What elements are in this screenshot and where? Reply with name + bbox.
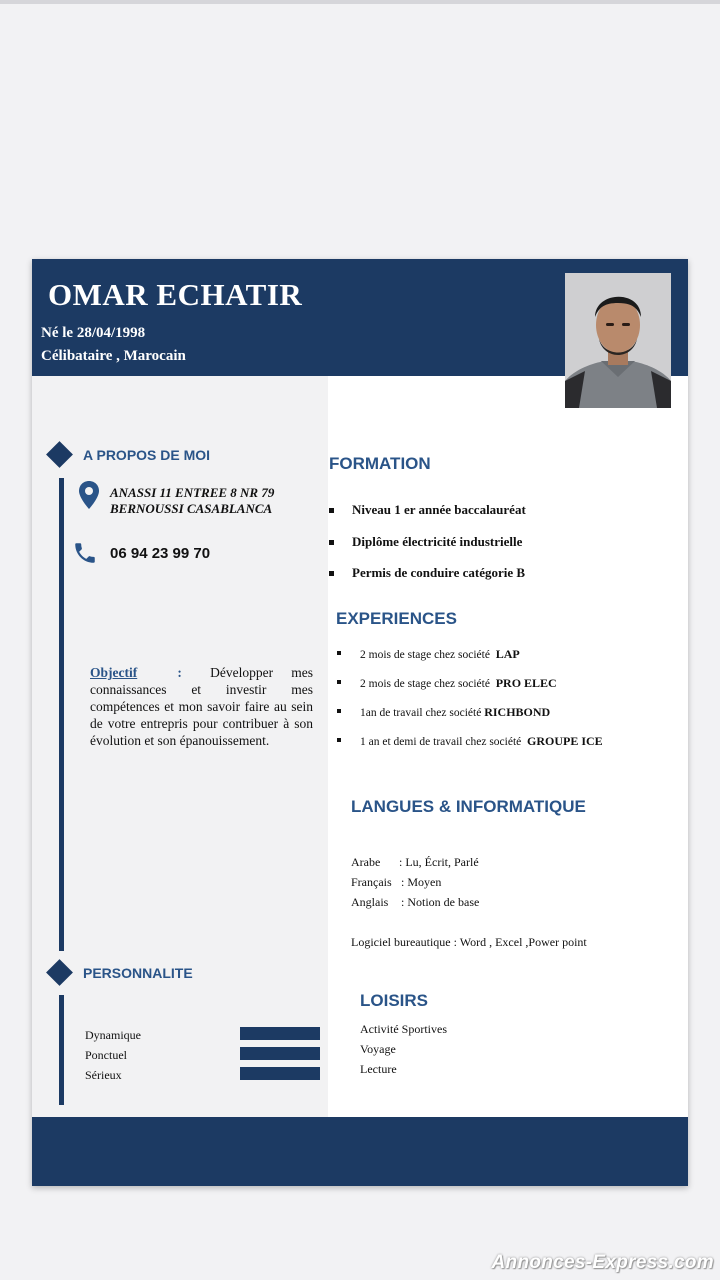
phone-number: 06 94 23 99 70 — [110, 545, 211, 562]
experience-item — [337, 734, 603, 763]
language-level: : Moyen — [401, 875, 442, 889]
experience-text: 2 mois de stage chez société — [360, 649, 490, 661]
experiences-title: EXPERIENCES — [336, 609, 457, 628]
language-name: Arabe — [351, 855, 381, 869]
hobby-item: Voyage — [360, 1042, 396, 1056]
formation-title: FORMATION — [329, 454, 431, 473]
address — [110, 485, 274, 517]
experience-company: PRO ELEC — [495, 676, 557, 690]
personality-title: PERSONNALITE — [83, 965, 193, 981]
address-line-2: BERNOUSSI CASABLANCA — [110, 501, 273, 516]
formation-item: Niveau 1 er année baccalauréat — [329, 502, 526, 534]
objective-text: Développer mes connaissances et investir mes compétences et mon savoir faire au sein de votre entrepris pour contribuer à son évolution et son épanouissement. — [90, 665, 314, 748]
formation-item: Diplôme électricité industrielle — [329, 534, 526, 566]
language-level: : Notion de base — [401, 895, 480, 909]
experience-company: GROUPE ICE — [527, 734, 603, 748]
trait-item: Sérieux — [85, 1068, 122, 1082]
experiences-list — [337, 647, 603, 763]
language-row — [351, 895, 479, 910]
software-skills: Logiciel bureautique : Word , Excel ,Power point — [351, 935, 587, 949]
languages-title: LANGUES & INFORMATIQUE — [351, 797, 586, 816]
trait-bar — [240, 1047, 320, 1060]
objective-separator: : — [177, 665, 182, 680]
phone-icon — [71, 540, 99, 566]
experience-item — [337, 647, 603, 676]
hobby-item: Lecture — [360, 1062, 397, 1076]
location-pin-icon — [78, 480, 100, 510]
trait-item: Dynamique — [85, 1028, 141, 1042]
trait-bar — [240, 1027, 320, 1040]
civil-status: Célibataire , Marocain — [41, 348, 186, 364]
birth-date: Né le 28/04/1998 — [41, 325, 146, 341]
trait-item: Ponctuel — [85, 1048, 127, 1062]
language-name: Anglais — [351, 895, 389, 909]
experience-company: LAP — [495, 647, 520, 661]
experience-company: RICHBOND — [484, 705, 551, 719]
hobbies-title: LOISIRS — [360, 991, 429, 1010]
watermark: Annonces-Express.com — [491, 1252, 714, 1273]
about-diamond-icon — [46, 441, 73, 468]
sidebar — [32, 376, 328, 1117]
experience-text: 1 an et demi de travail chez société — [360, 736, 522, 748]
experience-text: 2 mois de stage chez société — [360, 678, 490, 690]
sidebar-line-top — [59, 478, 64, 951]
top-bar — [0, 0, 720, 4]
trait-bar — [240, 1067, 320, 1080]
language-row — [351, 855, 479, 870]
profile-photo — [565, 273, 671, 408]
experience-item — [337, 676, 603, 705]
portrait-avatar-icon — [565, 273, 671, 408]
hobby-item: Activité Sportives — [360, 1022, 447, 1036]
formation-item: Permis de conduire catégorie B — [329, 565, 526, 597]
about-title: A PROPOS DE MOI — [83, 447, 211, 463]
personality-diamond-icon — [46, 959, 73, 986]
candidate-name: OMAR ECHATIR — [48, 277, 303, 312]
address-line-1: ANASSI 11 ENTREE 8 NR 79 — [110, 485, 275, 500]
language-name: Français — [351, 875, 392, 889]
language-level: : Lu, Écrit, Parlé — [399, 855, 479, 869]
sidebar-line-bottom — [59, 995, 64, 1105]
objective-label: Objectif — [90, 665, 138, 680]
formation-list — [329, 502, 526, 597]
objective-paragraph — [90, 664, 313, 749]
experience-text: 1an de travail chez société — [360, 707, 482, 719]
cv-footer — [32, 1117, 688, 1186]
experience-item — [337, 705, 603, 734]
cv-page — [32, 259, 688, 1186]
language-row — [351, 875, 441, 890]
